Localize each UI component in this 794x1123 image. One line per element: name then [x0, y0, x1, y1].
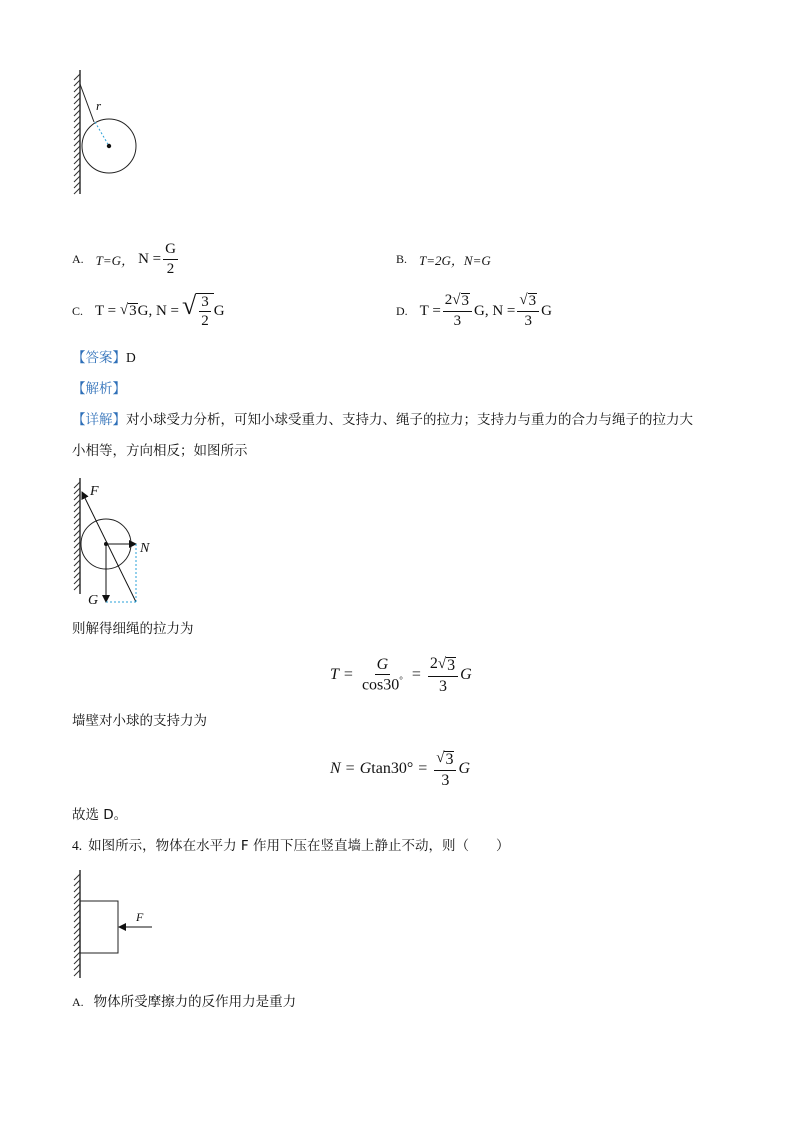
wall-hatching — [74, 70, 80, 194]
eq-t-deg: ° — [399, 675, 403, 686]
eq-t-lhs: T — [330, 666, 339, 683]
option-a-num: G — [163, 241, 178, 260]
option-d-t-tail: G, N = — [474, 302, 516, 319]
option-c-n-sqrt: √ $\frac{3}{2}$ — [182, 293, 214, 330]
option-d-n-rad: 3 — [528, 293, 537, 310]
question-4-number: 4. — [72, 838, 83, 853]
question-4 — [72, 836, 509, 856]
option-c[interactable] — [72, 292, 225, 330]
option-a-n-lhs: N = — [138, 250, 162, 267]
conclusion: 故选 D。 — [72, 807, 128, 823]
option-b-text: T=2G，N=G — [419, 252, 491, 268]
eq-t-frac2: 2 √ 3 3 — [428, 655, 458, 695]
radius-dashed — [95, 122, 109, 146]
option-c-n-tail: G — [213, 302, 225, 319]
option-c-fraction — [199, 294, 211, 330]
eq-n-lhs: N — [330, 760, 341, 777]
detail-tag: 【详解】 — [72, 412, 126, 428]
option-c-sqrt: √ 3 — [119, 301, 137, 319]
label-G: G — [88, 593, 99, 608]
eq-t-den2: 3 — [439, 677, 448, 695]
option-d-n-fraction: √ 3 3 — [517, 292, 539, 329]
option-d-n-den: 3 — [524, 313, 532, 330]
analysis-tag: 【解析】 — [72, 381, 126, 397]
rope — [80, 84, 94, 122]
eq-n-eq: = — [345, 760, 355, 777]
eq-t-eq: = — [343, 666, 353, 683]
option-4a[interactable] — [72, 992, 296, 1012]
eq-n-g: G — [359, 760, 372, 777]
label-F: F — [90, 484, 99, 499]
option-d-n-tail: G — [541, 302, 552, 319]
eq-n-rad: 3 — [445, 750, 454, 768]
figure-ball-on-wall — [68, 66, 148, 198]
eq-t-coef: 2 — [429, 654, 438, 672]
option-c-letter: C. — [72, 303, 84, 318]
option-c-num: 3 — [199, 294, 211, 313]
answer-tag: 【答案】 — [72, 350, 126, 366]
wall-hatching-2 — [74, 478, 80, 594]
option-4a-letter: A. — [72, 995, 84, 1009]
ball-center — [107, 144, 111, 148]
option-a-den: 2 — [166, 260, 175, 277]
eq-t-tail: G — [460, 666, 472, 683]
eq-n-den: 3 — [441, 771, 450, 789]
eq-n-fn: tan30° — [371, 760, 414, 777]
eq-n-frac: √ 3 3 — [434, 749, 456, 789]
detail-line-1-text: 对小球受力分析，可知小球受重力、支持力、绳子的拉力；支持力与重力的合力与绳子的拉力大 — [126, 412, 693, 428]
option-a-fraction — [163, 241, 178, 277]
eq-t-frac1 — [360, 656, 405, 695]
label-r: r — [96, 98, 102, 113]
option-a-t: T=G， — [95, 252, 135, 268]
tension-intro: 则解得细绳的拉力为 — [72, 621, 194, 637]
force-F-arrow — [82, 492, 136, 602]
wall-hatching-3 — [74, 870, 80, 978]
eq-t-eq2: = — [411, 666, 421, 683]
block — [80, 901, 118, 953]
detail-paragraph — [72, 410, 732, 461]
eq-t-num: G — [375, 656, 391, 676]
detail-line-1 — [72, 410, 732, 430]
answer-value: D — [126, 350, 136, 365]
option-d-t-coef: 2 — [444, 292, 453, 309]
option-d-t-rad: 3 — [461, 293, 470, 310]
answer-line — [72, 348, 136, 368]
option-d-t-fraction: 2 √ 3 3 — [443, 292, 472, 329]
option-c-rad: 3 — [129, 302, 137, 319]
label-F-block: F — [136, 910, 144, 924]
option-c-math — [95, 290, 225, 330]
option-c-t-tail: G, N = — [137, 302, 179, 319]
option-d-t-lhs: T = — [419, 302, 441, 319]
eq-t-rad: 3 — [447, 656, 456, 674]
support-intro: 墙壁对小球的支持力为 — [72, 713, 207, 729]
option-d-letter: D. — [396, 303, 408, 318]
option-4a-text: 物体所受摩擦力的反作用力是重力 — [93, 994, 297, 1010]
option-b-letter: B. — [396, 251, 408, 266]
eq-n-tail: G — [458, 760, 471, 777]
eq-n-eq2: = — [418, 760, 428, 777]
equation-support — [330, 746, 470, 792]
eq-t-den: cos30 — [361, 676, 400, 694]
option-c-den: 2 — [201, 313, 209, 329]
option-d-math — [420, 292, 552, 329]
option-a-letter: A. — [72, 251, 84, 266]
option-a-n — [138, 241, 180, 277]
option-a[interactable] — [72, 240, 180, 278]
option-c-t-lhs: T = — [95, 302, 117, 319]
option-d-t-den: 3 — [453, 313, 462, 330]
question-4-text: 如图所示，物体在水平力 F 作用下压在竖直墙上静止不动，则（ ） — [88, 838, 510, 854]
figure-force-diagram — [68, 474, 168, 610]
equation-tension — [330, 652, 472, 698]
option-d[interactable] — [396, 292, 552, 330]
option-b[interactable] — [396, 250, 491, 268]
figure-block-on-wall — [68, 868, 168, 982]
detail-line-2: 小相等，方向相反；如图所示 — [72, 443, 248, 459]
ball-2-center — [104, 542, 108, 546]
label-N: N — [140, 541, 150, 556]
